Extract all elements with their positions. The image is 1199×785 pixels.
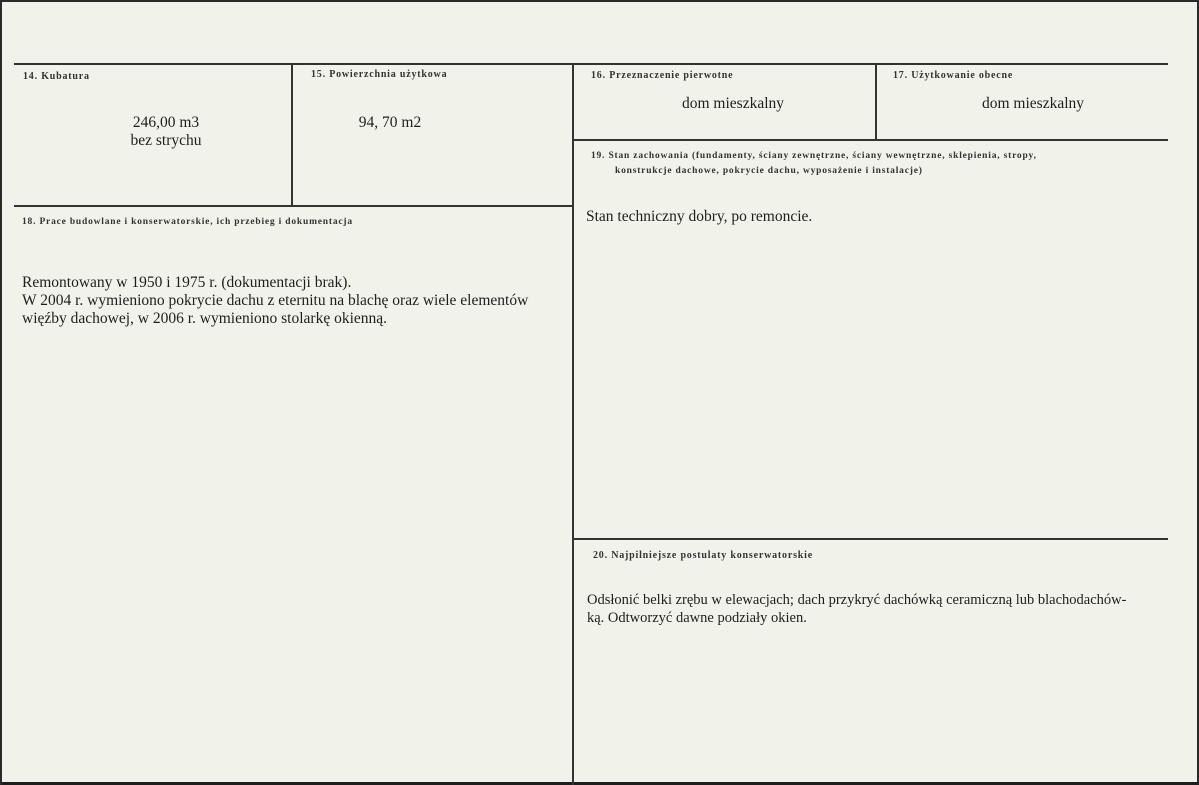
card-border-left: [0, 0, 2, 785]
field-18-text: [22, 274, 572, 328]
card-border-top: [0, 0, 1199, 2]
grid-line-top: [14, 63, 1168, 65]
field-18-line-3: więźby dachowej, w 2006 r. wymieniono stolarkę okienną.: [22, 310, 388, 327]
field-20-text: [587, 591, 1126, 627]
field-14-label: 14. Kubatura: [23, 71, 90, 82]
field-19-label-line-2: konstrukcje dachowe, pokrycie dachu, wyposażenie i instalacje): [615, 166, 923, 176]
field-19-label-line-1: 19. Stan zachowania (fundamenty, ściany zewnętrzne, ściany wewnętrzne, sklepienia, stropy,: [591, 151, 1037, 161]
field-18-line-1: Remontowany w 1950 i 1975 r. (dokumentacji brak).: [22, 274, 352, 291]
field-15-label: 15. Powierzchnia użytkowa: [311, 69, 448, 80]
field-16-label: 16. Przeznaczenie pierwotne: [591, 70, 734, 81]
field-19-value: Stan techniczny dobry, po remoncie.: [586, 208, 813, 225]
field-14-value: [20, 114, 312, 150]
field-18-label: 18. Prace budowlane i konserwatorskie, ich przebieg i dokumentacja: [22, 217, 353, 227]
grid-line-v-center: [572, 64, 574, 785]
field-17-value: dom mieszkalny: [981, 95, 1085, 112]
grid-line-h-19: [573, 139, 1168, 141]
field-20-label: 20. Najpilniejsze postulaty konserwatorskie: [593, 550, 813, 561]
field-20-line-2: ką. Odtworzyć dawne podziały okien.: [587, 610, 807, 626]
grid-line-h-18: [14, 205, 574, 207]
field-14-volume: 246,00 m3: [132, 114, 200, 131]
field-20-line-1: Odsłonić belki zrębu w elewacjach; dach przykryć dachówką ceramiczną lub blachodachów-: [587, 592, 1127, 608]
grid-line-h-20: [573, 538, 1168, 540]
field-18-line-2: W 2004 r. wymieniono pokrycie dachu z eternitu na blachę oraz wiele elementów: [22, 292, 529, 309]
field-16-value: dom mieszkalny: [681, 95, 785, 112]
field-17-label: 17. Użytkowanie obecne: [893, 70, 1014, 81]
field-14-note: bez strychu: [130, 132, 202, 149]
field-15-value: 94, 70 m2: [358, 114, 422, 131]
